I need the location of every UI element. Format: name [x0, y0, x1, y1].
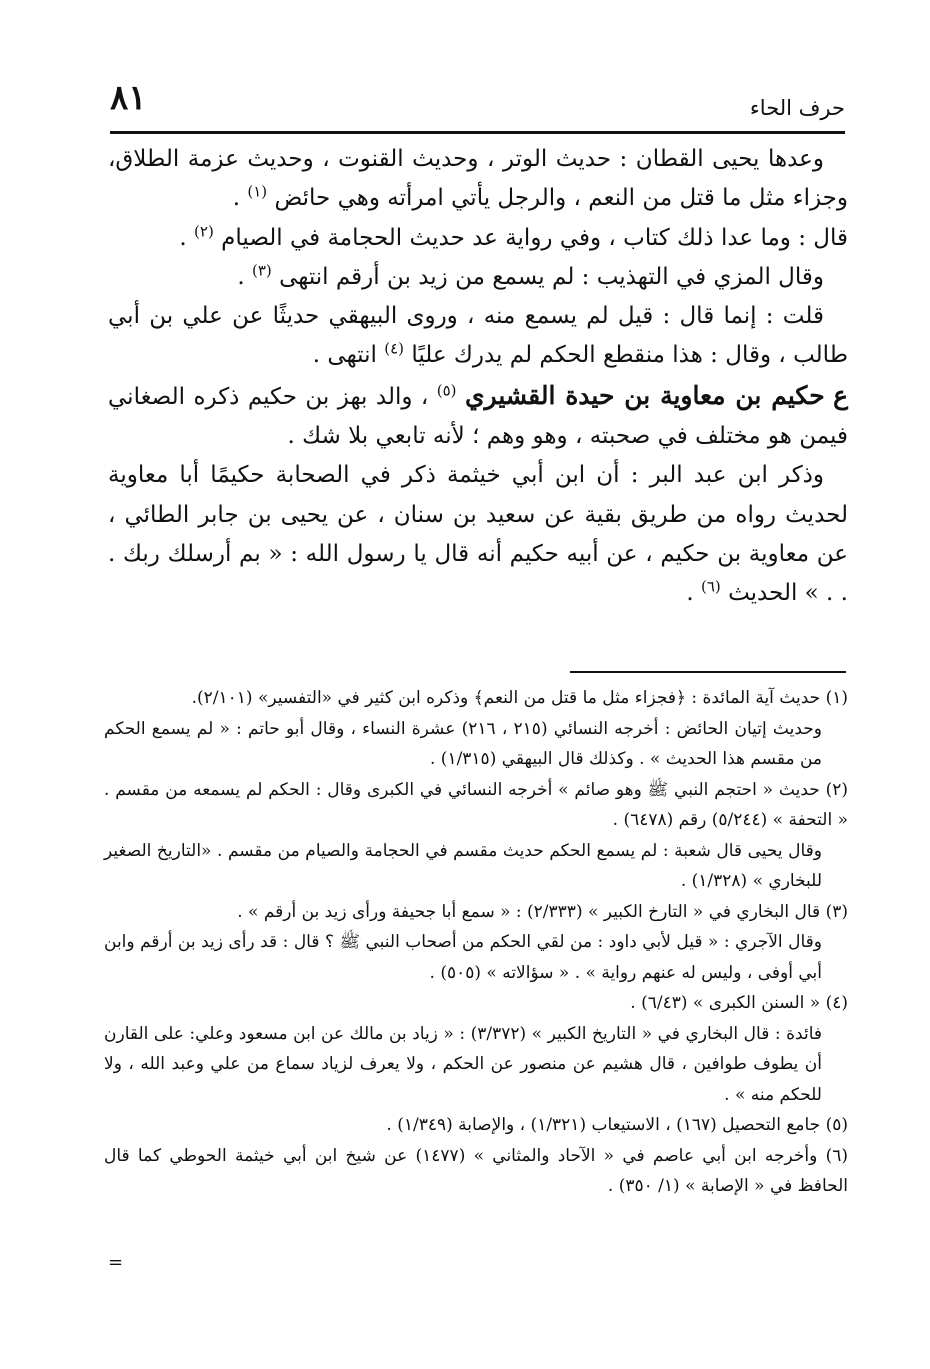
footnote-ref-2: (٢) [194, 221, 214, 240]
footnote-2: (٢) حديث « احتجم النبي ﷺ وهو صائم » أخرجه النسائي في الكبرى وقال : الحكم لم يسمعه من مقسم . « التحفة » (٥/٢٤٤) رقم (٦٤٧٨) . [104, 779, 848, 830]
entry-marker: ع [833, 380, 849, 410]
paragraph-4 [108, 297, 848, 376]
footnote-ref-4: (٤) [384, 339, 404, 358]
footnote-ref-1: (١) [247, 182, 268, 201]
paragraph-2-text: قال : وما عدا ذلك كتاب ، وفي رواية عد حديث الحجامة في الصيام [221, 224, 848, 251]
footnote-3-continued: وقال الآجري : « قيل لأبي داود : من لقي الحكم من أصحاب النبي ﷺ ؟ قال : قد رأى زيد بن أرقم وابن أبي أوفى ، وليس له عنهم رواية » . « سؤالاته » (٥٠٥) . [104, 932, 822, 983]
footnotes [104, 683, 848, 1202]
running-title: حرف الحاء [749, 96, 845, 120]
footnote-4: (٤) « السنن الكبرى » (٦/٤٣) . [630, 993, 848, 1013]
paragraph-2-end: . [179, 224, 195, 251]
continuation-mark: = [108, 1252, 124, 1273]
paragraph-3 [108, 258, 848, 297]
footnote-5: (٥) جامع التحصيل (١٦٧) ، الاستيعاب (١/٣٢١) ، والإصابة (١/٣٤٩) . [386, 1115, 848, 1135]
paragraph-4-end: انتهى . [312, 342, 385, 369]
paragraph-6-end: . [686, 580, 701, 607]
paragraph-2 [108, 219, 848, 258]
footnote-1-continued: وحديث إتيان الحائض : أخرجه النسائي (٢١٥ ، ٢١٦) عشرة النساء ، وقال أبو حاتم : « لم يسمع الحكم من مقسم هذا الحديث » . وكذلك قال البيهقي (١/٣١٥) . [104, 718, 822, 769]
paragraph-6-text: وذكر ابن عبد البر : أن ابن أبي خيثمة ذكر في الصحابة حكيمًا أبا معاوية لحديث رواه من طريق بقية عن سعيد بن سنان ، عن يحيى بن جابر الطائي ، عن معاوية بن حكيم ، عن أبيه حكيم أنه قال يا رسول الله : « بم أرسلك ربك . . . » الحديث [108, 462, 848, 607]
entry-paragraph [108, 376, 848, 457]
footnote-ref-5: (٥) [436, 381, 457, 400]
footnote-2-continued: وقال يحيى قال شعبة : لم يسمع الحكم حديث مقسم في الحجامة والصيام من مقسم . «التاريخ الصغير للبخاري » (١/٣٢٨) . [104, 840, 822, 891]
page-header [110, 78, 845, 128]
entry-name: حكيم بن معاوية بن حيدة القشيري [464, 380, 825, 410]
paragraph-1-text: وعدها يحيى القطان : حديث الوتر ، وحديث القنوت ، وحديث عزمة الطلاق، وجزاء مثل ما قتل من النعم ، والرجل يأتي امرأته وهي حائض [108, 146, 848, 212]
paragraph-6 [108, 456, 848, 613]
paragraph-3-text: وقال المزي في التهذيب : لم يسمع من زيد بن أرقم انتهى [279, 263, 824, 290]
footnote-6: (٦) وأخرجه ابن أبي عاصم في « الآحاد والمثاني » (١٤٧٧) عن شيخ ابن أبي خيثمة الحوطي كما قال الحافظ في « الإصابة » (١/ ٣٥٠) . [104, 1145, 848, 1196]
page-number: ٨١ [110, 78, 147, 118]
footnote-ref-3: (٣) [251, 261, 272, 280]
footnote-3: (٣) قال البخاري في « التارخ الكبير » (٢/٣٣٣) : « سمع أبا جحيفة ورأى زيد بن أرقم » . [237, 901, 848, 922]
main-text [108, 140, 848, 614]
paragraph-1 [108, 140, 848, 219]
paragraph-1-end: . [232, 185, 248, 212]
footnote-ref-6: (٦) [700, 577, 721, 596]
footnote-rule [570, 671, 846, 673]
footnote-4-continued: فائدة : قال البخاري في « التاريخ الكبير » (٣/٣٧٢) : « زياد بن مالك عن ابن مسعود وعلي: على القارن أن يطوف طوافين ، قال هشيم عن منصور عن الحكم ، ولا يعرف لزياد سماع من علي وعبد الله ، ولا للحكم منه » . [104, 1023, 822, 1105]
paragraph-3-end: . [237, 263, 252, 290]
paragraph-4-text: قلت : إنما قال : قيل لم يسمع منه ، وروى البيهقي حديثًا عن علي بن أبي طالب ، وقال : هذا منقطع الحكم لم يدرك عليًا [108, 303, 848, 369]
footnote-1: (١) حديث آية المائدة : ﴿فجزاء مثل ما قتل من النعم﴾ وذكره ابن كثير في «التفسير» (٢/١٠١). [191, 688, 848, 708]
header-rule [110, 131, 845, 134]
paragraph-5-text: ، والد بهز بن حكيم ذكره الصغاني فيمن هو مختلف في صحبته ، وهو وهم ؛ لأنه تابعي بلا شك . [108, 383, 848, 450]
